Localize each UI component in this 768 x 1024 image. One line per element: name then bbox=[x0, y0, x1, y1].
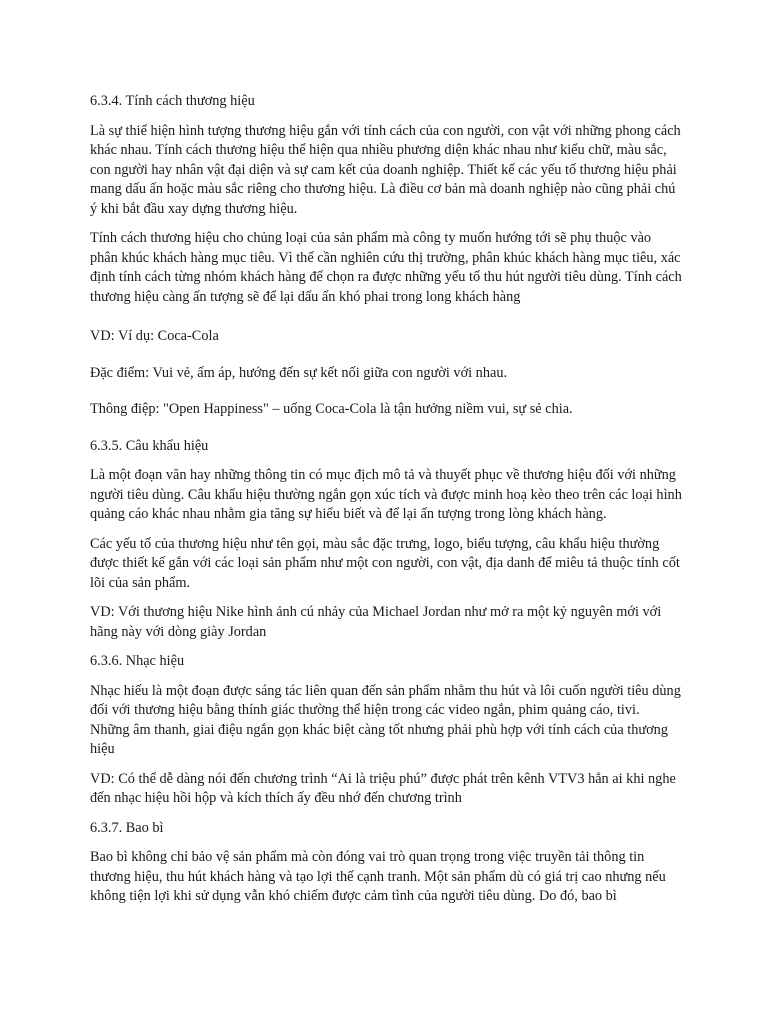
section-heading-6-3-7: 6.3.7. Bao bì bbox=[90, 819, 164, 836]
trait-line: Đặc điểm: Vui vẻ, ấm áp, hướng đến sự kết nối giữa con người với nhau. bbox=[90, 364, 508, 381]
message-line: Thông điệp: "Open Happiness" – uống Coca-Cola là tận hưởng niềm vui, sự sẻ chia. bbox=[90, 401, 573, 417]
section-heading-6-3-4: 6.3.4. Tính cách thương hiệu bbox=[90, 93, 255, 109]
document-page bbox=[90, 92, 682, 917]
paragraph: Các yếu tố của thương hiệu như tên gọi, màu sắc đặc trưng, logo, biểu tượng, câu khẩu hiệu thường được thiết kế gắn với các loại sản phẩm như một con người, con vật, địa danh để miêu tả thuộc tính cốt lõi của sản phẩm. bbox=[90, 535, 680, 591]
example-line: VD: Với thương hiệu Nike hình ảnh cú nhảy của Michael Jordan như mở ra một kỷ nguyên mới với hãng này với dòng giày Jordan bbox=[90, 604, 662, 640]
section-heading-6-3-5: 6.3.5. Câu khẩu hiệu bbox=[90, 437, 209, 454]
paragraph: Là một đoạn văn hay những thông tin có mục địch mô tả và thuyết phục về thương hiệu đối với những người tiêu dùng. Câu khẩu hiệu thường ngắn gọn xúc tích và được minh hoạ kèo theo trên các loại hình quảng cáo khác nhau nhằm gia tăng sự hiểu biết và để lại ấn tượng trong lòng khách hàng. bbox=[90, 467, 682, 522]
paragraph: Bao bì không chỉ bảo vệ sản phẩm mà còn đóng vai trò quan trọng trong việc truyền tải thông tin thương hiệu, thu hút khách hàng và tạo lợi thế cạnh tranh. Một sản phẩm dù có giá trị cao nhưng nếu không tiện lợi khi sử dụng vẫn khó chiếm được cảm tình của người tiêu dùng. Do đó, bao bì bbox=[90, 849, 666, 904]
paragraph: Là sự thiể hiện hình tượng thương hiệu gắn với tính cách của con người, con vật với những phong cách khác nhau. Tính cách thương hiệu thể hiện qua nhiều phương diện khác nhau như kiểu chữ, màu sắc, con người hay nhân vật đại diện và sự cam kết của doanh nghiệp. Thiết kế các yếu tố thương hiệu phải mang dấu ấn hoặc màu sắc riêng cho thương hiệu. Là điều cơ bản mà doanh nghiệp nào cũng phải chú ý khi bắt đầu xay dựng thương hiệu. bbox=[90, 122, 681, 217]
example-line: VD: Ví dụ: Coca-Cola bbox=[90, 328, 219, 344]
paragraph: Tính cách thương hiệu cho chủng loại của sản phẩm mà công ty muốn hướng tới sẽ phụ thuộc vào phân khúc khách hàng mục tiêu. Vì thế cần nghiên cứu thị trường, phân khúc khách hàng mục tiêu, xác định tính cách từng nhóm khách hàng để chọn ra được những yếu tố thu hút người tiêu dùng. Tính cách thương hiệu càng ấn tượng sẽ để lại dấu ấn khó phai trong long khách hàng bbox=[90, 230, 682, 305]
paragraph: Nhạc hiếu là một đoạn được sáng tác liên quan đến sản phẩm nhằm thu hút và lôi cuốn người tiêu dùng đối với thương hiệu bằng thính giác thường thể hiện trong các video ngắn, phim quảng cáo, tivi. Những âm thanh, giai điệu ngắn gọn khác biệt càng tốt nhưng phải phù hợp với tính cách của thương hiệu bbox=[90, 682, 681, 757]
example-line: VD: Có thể dễ dàng nói đến chương trình “Ai là triệu phú” được phát trên kênh VTV3 hẳn ai khi nghe đến nhạc hiệu hồi hộp và kích thích ấy đều nhớ đến chương trình bbox=[90, 770, 676, 806]
section-heading-6-3-6: 6.3.6. Nhạc hiệu bbox=[90, 653, 185, 669]
